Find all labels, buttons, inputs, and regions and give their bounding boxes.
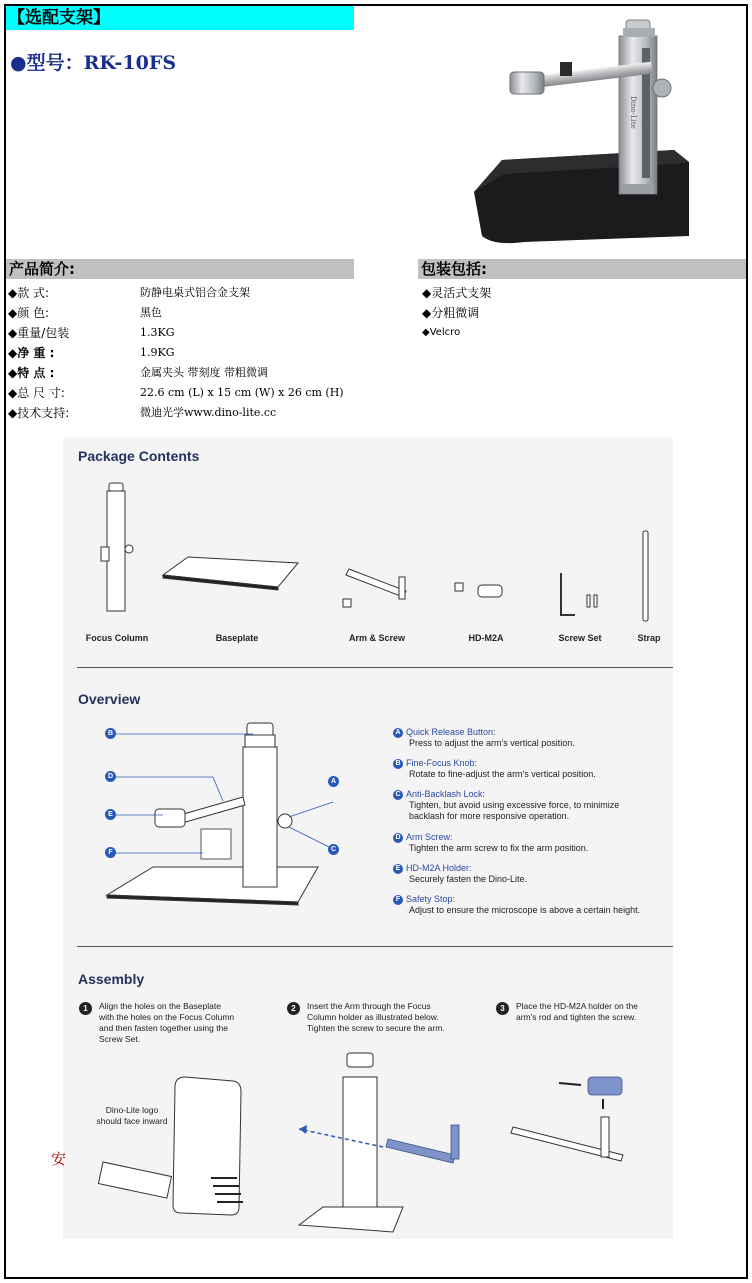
legend-title: Arm Screw:: [406, 832, 453, 842]
spec-label: ◆特 点 :: [8, 366, 55, 380]
legend-badge: A: [393, 728, 403, 738]
logo-note: Dino-Lite logo should face inward: [96, 1105, 168, 1126]
legend-text: backlash for more responsive operation.: [409, 811, 570, 821]
model-label: 型号：RK-10FS: [26, 52, 177, 74]
spec-label: ◆净 重 :: [8, 346, 55, 360]
component-label: HD-M2A: [468, 633, 504, 643]
divider: [77, 667, 673, 668]
callout-a: A: [328, 776, 339, 787]
legend-text: Securely fasten the Dino-Lite.: [409, 874, 528, 884]
legend-title: Fine-Focus Knob:: [406, 758, 478, 768]
spec-label: ◆款 式:: [8, 286, 50, 300]
stand-photo: [474, 14, 744, 254]
spec-value: 金属夹头 带刻度 带粗微调: [140, 366, 268, 379]
spec-value: 22.6 cm (L) x 15 cm (W) x 26 cm (H): [140, 386, 344, 399]
assembly-illustration: [63, 1047, 673, 1237]
spec-label: ◆技术支持:: [8, 406, 70, 420]
package-contents-title: Package Contents: [78, 448, 200, 464]
legend-badge: F: [393, 895, 403, 905]
legend-item-f: [393, 894, 640, 916]
legend-badge: D: [393, 833, 403, 843]
legend-title: Safety Stop:: [406, 894, 456, 904]
component-label: Baseplate: [215, 633, 259, 643]
spec-value: 1.3KG: [140, 326, 175, 339]
divider: [77, 946, 673, 947]
callout-b: B: [105, 728, 116, 739]
legend-text: Press to adjust the arm's vertical position.: [409, 738, 575, 748]
bullet-icon: ●: [10, 52, 27, 74]
intro-heading: 产品简介:: [6, 259, 354, 279]
step-2-text: Insert the Arm through the Focus Column holder as illustrated below. Tighten the screw to secure the arm.: [307, 1001, 445, 1033]
manual-scan: [63, 437, 673, 1239]
legend-title: Quick Release Button:: [406, 727, 496, 737]
component-label: Screw Set: [558, 633, 602, 643]
spec-value: 防静电桌式铝合金支架: [140, 286, 250, 299]
legend-badge: E: [393, 864, 403, 874]
callout-d: D: [105, 771, 116, 782]
legend-text: Tighten the arm screw to fix the arm position.: [409, 843, 589, 853]
callout-f: F: [105, 847, 116, 858]
callout-e: E: [105, 809, 116, 820]
callout-c: C: [328, 844, 339, 855]
spec-value: 1.9KG: [140, 346, 175, 359]
spec-label: ◆重量/包装: [8, 326, 70, 340]
package-item: ◆分粗微调: [422, 306, 480, 320]
spec-label: ◆总 尺 寸:: [8, 386, 65, 400]
step-number: 2: [287, 1002, 300, 1015]
stand-logo: Dino-Lite: [629, 96, 637, 129]
legend-text: Tighten, but avoid using excessive force, to minimize: [409, 800, 620, 810]
component-label: Arm & Screw: [348, 633, 406, 643]
package-item: ◆灵活式支架: [422, 286, 492, 300]
component-label: Strap: [637, 633, 661, 643]
header-title: 【选配支架】: [6, 6, 354, 30]
component-label: Focus Column: [85, 633, 149, 643]
step-3-text: Place the HD-M2A holder on the arm's rod and tighten the screw.: [516, 1001, 638, 1022]
legend-item-c: [393, 789, 619, 822]
spec-value: 微迪光学www.dino-lite.cc: [140, 406, 277, 419]
legend-badge: B: [393, 759, 403, 769]
legend-item-a: [393, 727, 575, 749]
model-number: [10, 48, 176, 75]
package-heading: 包装包括:: [418, 259, 746, 279]
package-item: ◆Velcro: [422, 327, 461, 338]
legend-item-d: [393, 832, 588, 854]
stray-character: 安: [51, 1150, 67, 1168]
legend-title: Anti-Backlash Lock:: [406, 789, 486, 799]
components-illustration: [63, 477, 673, 627]
legend-badge: C: [393, 790, 403, 800]
step-1-text: Align the holes on the Baseplate with the holes on the Focus Column and then fasten together using the Screw Set.: [99, 1001, 235, 1044]
legend-item-e: [393, 863, 527, 885]
legend-text: Rotate to fine-adjust the arm's vertical position.: [409, 769, 596, 779]
assembly-title: Assembly: [78, 971, 145, 987]
step-number: 3: [496, 1002, 509, 1015]
spec-label: ◆颜 色:: [8, 306, 50, 320]
legend-text: Adjust to ensure the microscope is above a certain height.: [409, 905, 641, 915]
legend-title: HD-M2A Holder:: [406, 863, 472, 873]
step-number: 1: [79, 1002, 92, 1015]
overview-title: Overview: [78, 691, 141, 707]
legend-item-b: [393, 758, 596, 780]
package-list: [422, 283, 491, 343]
spec-value: 黑色: [140, 306, 162, 319]
